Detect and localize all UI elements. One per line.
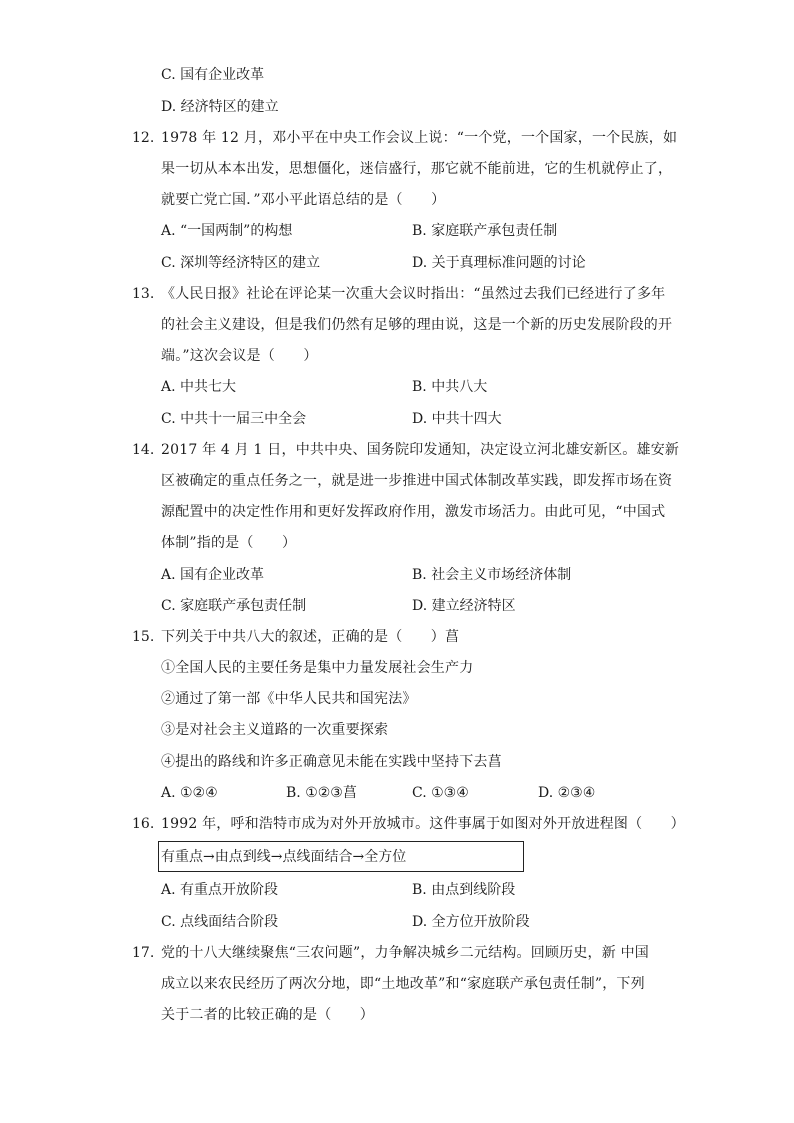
question-13-line-1: 《人民日报》社论在评论某一次重大会议时指出：“虽然过去我们已经进行了多年 [161,286,666,302]
question-14-option-b: B. 社会主义市场经济体制 [412,567,572,583]
question-12-option-c: C. 深圳等经济特区的建立 [161,255,321,271]
question-12-line-1: 1978 年 12 月，邓小平在中央工作会议上说：“一个党，一个国家，一个民族，如 [161,130,678,146]
question-17-line-2: 成立以来农民经历了两次分地，即“土地改革”和“家庭联产承包责任制”，下列 [161,976,645,992]
question-15-item-4: ④提出的路线和许多正确意见未能在实践中坚持下去菖 [161,754,502,770]
question-17-line-1: 党的十八大继续聚焦“三农问题”，力争解决城乡二元结构。回顾历史，新 中国 [161,945,649,961]
question-14-line-2: 区被确定的重点任务之一，就是进一步推进中国式体制改革实践，即发挥市场在资 [161,473,673,489]
opening-process-diagram-text: 有重点→由点到线→点线面结合→全方位 [161,849,407,865]
question-13-number: 13. [132,286,155,302]
question-16-number: 16. [132,816,155,832]
question-13-line-3: 端。”这次会议是（ ） [161,348,318,364]
question-13-option-c: C. 中共十一届三中全会 [161,411,307,427]
question-15-option-c: C. ①③④ [412,785,469,801]
question-12-number: 12. [132,130,155,146]
question-14-number: 14. [132,442,155,458]
question-16-option-c: C. 点线面结合阶段 [161,914,279,930]
question-13-option-d: D. 中共十四大 [412,411,502,427]
question-14-line-1: 2017 年 4 月 1 日，中共中央、国务院印发通知，决定设立河北雄安新区。雄安新 [161,442,680,458]
question-15-number: 15. [132,629,155,645]
question-16-option-d: D. 全方位开放阶段 [412,914,530,930]
question-15-option-a: A. ①②④ [161,785,218,801]
question-15-item-2: ②通过了第一部《中华人民共和国宪法》 [161,691,417,707]
question-12-line-3: 就要亡党亡国．”邓小平此语总结的是（ ） [161,192,446,208]
question-12-option-d: D. 关于真理标准问题的讨论 [412,255,586,271]
question-14-line-4: 体制”指的是（ ） [161,535,297,551]
question-15-item-1: ①全国人民的主要任务是集中力量发展社会生产力 [161,660,474,676]
question-13-option-b: B. 中共八大 [412,379,488,395]
question-14-option-c: C. 家庭联产承包责任制 [161,598,307,614]
question-16-option-b: B. 由点到线阶段 [412,882,516,898]
question-15-item-3: ③是对社会主义道路的一次重要探索 [161,722,389,738]
question-15-option-b: B. ①②③菖 [286,785,357,801]
question-17-number: 17. [132,945,155,961]
question-13-line-2: 的社会主义建设，但是我们仍然有足够的理由说，这是一个新的历史发展阶段的开 [161,317,673,333]
question-16-line-1: 1992 年，呼和浩特市成为对外开放城市。这件事属于如图对外开放进程图（ ） [161,816,685,832]
opening-process-diagram-box [158,841,524,872]
question-14-option-d: D. 建立经济特区 [412,598,516,614]
question-14-option-a: A. 国有企业改革 [161,567,265,583]
question-12-line-2: 果一切从本本出发，思想僵化，迷信盛行，那它就不能前进，它的生机就停止了， [161,161,673,177]
prev-option-c: C. 国有企业改革 [161,67,265,83]
prev-option-d: D. 经济特区的建立 [161,99,279,115]
question-12-option-b: B. 家庭联产承包责任制 [412,223,558,239]
question-15-option-d: D. ②③④ [538,785,596,801]
question-12-option-a: A. “一国两制”的构想 [161,223,293,239]
question-15-line-1: 下列关于中共八大的叙述，正确的是（ ）菖 [161,629,460,645]
question-17-line-3: 关于二者的比较正确的是（ ） [161,1007,374,1023]
question-13-option-a: A. 中共七大 [161,379,237,395]
question-16-option-a: A. 有重点开放阶段 [161,882,279,898]
question-14-line-3: 源配置中的决定性作用和更好发挥政府作用，激发市场活力。由此可见，“中国式 [161,504,666,520]
